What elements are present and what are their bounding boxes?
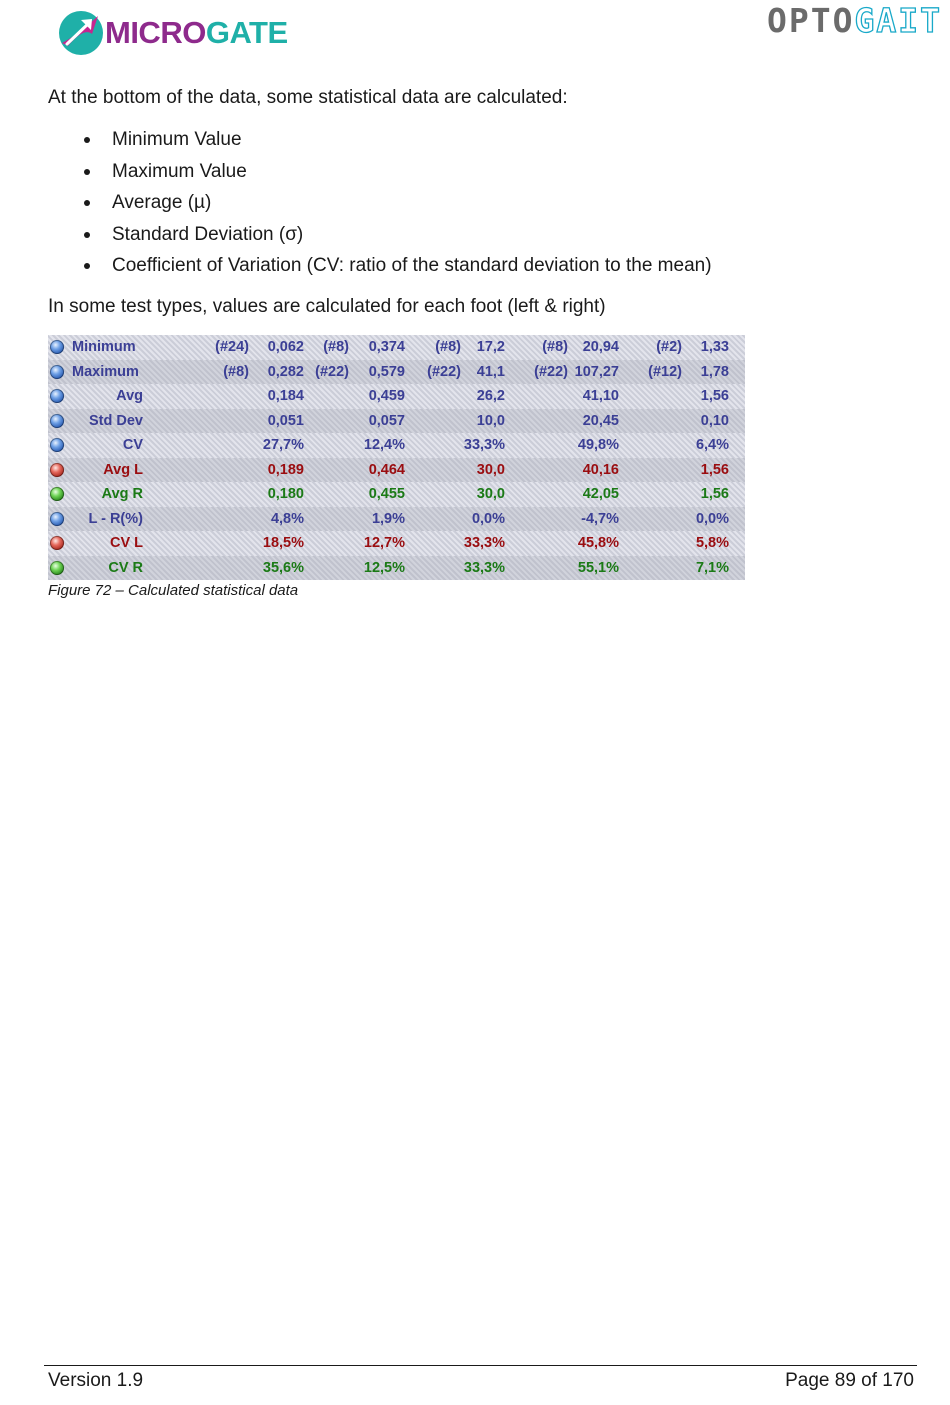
value-cell: 0,459 xyxy=(368,388,405,404)
record-index-cell: (#22) xyxy=(315,363,349,380)
microgate-wordmark xyxy=(105,10,288,56)
list-item xyxy=(48,128,712,160)
list-item xyxy=(48,160,712,192)
footer-divider xyxy=(44,1365,917,1366)
value-cell: 12,4% xyxy=(363,437,405,453)
list-item xyxy=(48,223,712,255)
optogait-wordmark xyxy=(767,1,942,40)
row-label: Minimum xyxy=(72,339,136,355)
value-cell: 30,0 xyxy=(476,486,505,502)
value-cell: 30,0 xyxy=(476,461,505,478)
optogait-wordmark-part2: GAIT xyxy=(854,1,942,40)
value-cell: 0,464 xyxy=(368,461,405,478)
row-label: Std Dev xyxy=(89,412,143,429)
value-cell: 1,56 xyxy=(700,461,729,478)
value-cell: 0,374 xyxy=(368,339,405,355)
list-item-text: Coefficient of Variation (CV: ratio of the standard deviation to the mean) xyxy=(112,255,712,276)
table-row xyxy=(48,360,745,385)
statistics-table xyxy=(48,335,745,580)
table-row xyxy=(48,507,745,532)
value-cell: 45,8% xyxy=(577,535,619,551)
bullet-icon xyxy=(84,137,90,143)
bullet-icon xyxy=(84,232,90,238)
row-label: Avg R xyxy=(101,486,143,502)
value-cell: 107,27 xyxy=(574,363,619,380)
value-cell: 35,6% xyxy=(262,559,304,576)
value-cell: 17,2 xyxy=(476,339,505,355)
list-item-text: Minimum Value xyxy=(112,129,242,150)
value-cell: 12,7% xyxy=(363,535,405,551)
table-row xyxy=(48,556,745,581)
record-index-cell: (#24) xyxy=(215,339,249,355)
record-index-cell: (#2) xyxy=(656,339,682,355)
microgate-wordmark-part2: GATE xyxy=(205,15,288,50)
record-index-cell: (#22) xyxy=(427,363,461,380)
row-label: CV L xyxy=(109,535,143,551)
value-cell: 12,5% xyxy=(363,559,405,576)
value-cell: 33,3% xyxy=(463,535,505,551)
footer-page-number: Page 89 of 170 xyxy=(785,1370,914,1391)
value-cell: 0,057 xyxy=(368,412,405,429)
statistics-bullet-list xyxy=(48,128,712,286)
row-label: Avg L xyxy=(103,461,143,478)
optogait-logo xyxy=(767,1,942,40)
table-row xyxy=(48,433,745,458)
value-cell: 27,7% xyxy=(262,437,304,453)
list-item xyxy=(48,254,712,286)
bullet-icon xyxy=(84,169,90,175)
value-cell: 10,0 xyxy=(476,412,505,429)
value-cell: 0,0% xyxy=(695,510,729,527)
blue-status-orb-icon xyxy=(50,512,64,526)
table-row xyxy=(48,531,745,556)
value-cell: 40,16 xyxy=(582,461,619,478)
value-cell: 33,3% xyxy=(463,437,505,453)
value-cell: 33,3% xyxy=(463,559,505,576)
red-status-orb-icon xyxy=(50,463,64,477)
red-status-orb-icon xyxy=(50,536,64,550)
green-status-orb-icon xyxy=(50,487,64,501)
value-cell: 1,33 xyxy=(700,339,729,355)
value-cell: 20,94 xyxy=(582,339,619,355)
record-index-cell: (#8) xyxy=(435,339,461,355)
value-cell: 1,56 xyxy=(700,388,729,404)
list-item-text: Standard Deviation (σ) xyxy=(112,223,304,245)
bullet-icon xyxy=(84,263,90,269)
list-item-text: Average (µ) xyxy=(112,192,212,213)
bullet-icon xyxy=(84,200,90,206)
row-label: CV xyxy=(122,437,143,453)
blue-status-orb-icon xyxy=(50,414,64,428)
value-cell: 0,10 xyxy=(700,412,729,429)
optogait-wordmark-part1: OPTO xyxy=(767,1,855,40)
record-index-cell: (#8) xyxy=(323,339,349,355)
value-cell: 0,0% xyxy=(471,510,505,527)
value-cell: 0,180 xyxy=(267,486,304,502)
microgate-wordmark-part1: MICRO xyxy=(105,15,206,50)
table-row xyxy=(48,458,745,483)
table-row xyxy=(48,335,745,360)
per-foot-note: In some test types, values are calculated for each foot (left & right) xyxy=(48,296,606,317)
list-item-text: Maximum Value xyxy=(112,160,247,182)
blue-status-orb-icon xyxy=(50,365,64,379)
blue-status-orb-icon xyxy=(50,389,64,403)
value-cell: 7,1% xyxy=(695,559,729,576)
microgate-mark-icon xyxy=(58,10,104,56)
footer-version: Version 1.9 xyxy=(48,1370,144,1391)
value-cell: 0,579 xyxy=(368,363,405,380)
row-label: CV R xyxy=(108,559,143,576)
value-cell: 20,45 xyxy=(582,412,619,429)
row-label: L - R(%) xyxy=(88,510,143,527)
intro-paragraph: At the bottom of the data, some statistical data are calculated: xyxy=(48,87,568,108)
value-cell: 41,10 xyxy=(582,388,619,404)
value-cell: 6,4% xyxy=(695,437,729,453)
record-index-cell: (#22) xyxy=(534,363,568,380)
value-cell: 42,05 xyxy=(582,486,619,502)
value-cell: 0,184 xyxy=(267,388,304,404)
table-row xyxy=(48,384,745,409)
value-cell: -4,7% xyxy=(581,510,619,527)
record-index-cell: (#8) xyxy=(542,339,568,355)
value-cell: 1,78 xyxy=(700,363,729,380)
table-row xyxy=(48,482,745,507)
value-cell: 41,1 xyxy=(476,363,505,380)
list-item xyxy=(48,191,712,223)
value-cell: 55,1% xyxy=(577,559,619,576)
value-cell: 0,051 xyxy=(267,412,304,429)
blue-status-orb-icon xyxy=(50,438,64,452)
value-cell: 1,9% xyxy=(371,510,405,527)
value-cell: 26,2 xyxy=(476,388,505,404)
value-cell: 0,062 xyxy=(267,339,304,355)
microgate-logo xyxy=(58,10,288,56)
row-label: Avg xyxy=(116,388,143,404)
value-cell: 0,189 xyxy=(267,461,304,478)
record-index-cell: (#8) xyxy=(223,363,249,380)
figure-caption: Figure 72 – Calculated statistical data xyxy=(48,582,299,599)
green-status-orb-icon xyxy=(50,561,64,575)
value-cell: 18,5% xyxy=(262,535,304,551)
value-cell: 5,8% xyxy=(695,535,729,551)
record-index-cell: (#12) xyxy=(648,363,682,380)
table-row xyxy=(48,409,745,434)
blue-status-orb-icon xyxy=(50,340,64,354)
value-cell: 0,455 xyxy=(368,486,405,502)
value-cell: 4,8% xyxy=(270,510,304,527)
row-label: Maximum xyxy=(72,363,139,380)
value-cell: 0,282 xyxy=(267,363,304,380)
value-cell: 49,8% xyxy=(577,437,619,453)
value-cell: 1,56 xyxy=(700,486,729,502)
